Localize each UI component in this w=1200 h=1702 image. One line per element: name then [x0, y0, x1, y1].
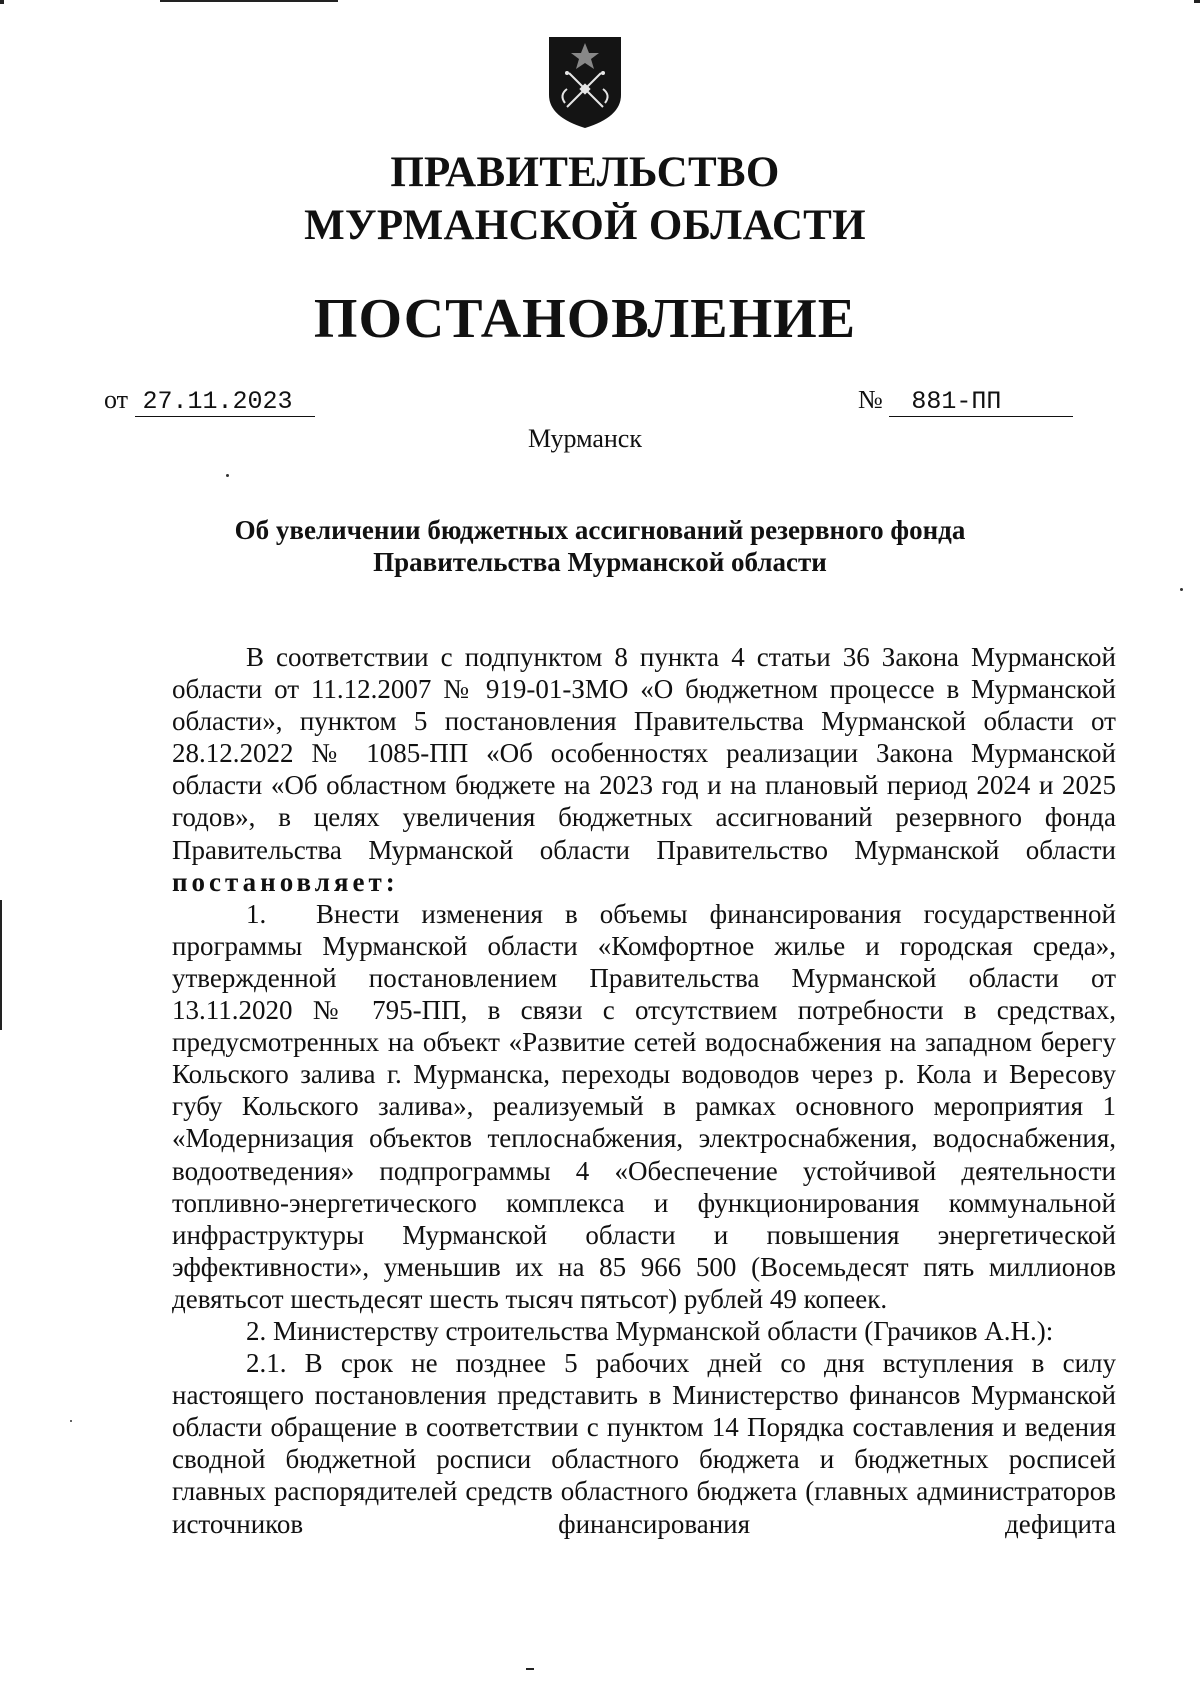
document-city: Мурманск	[528, 424, 642, 453]
scan-speck	[1180, 588, 1183, 591]
scan-edge-mark	[160, 0, 338, 2]
page-footer-mark	[526, 1668, 534, 1670]
government-name-line1: ПРАВИТЕЛЬСТВО	[390, 149, 780, 196]
document-date: 27.11.2023	[135, 388, 315, 417]
scan-edge-mark	[0, 0, 4, 4]
item-1-paragraph	[172, 898, 1116, 1315]
item-1-number: 1.	[246, 898, 267, 929]
scan-speck	[70, 1420, 72, 1422]
document-date-field	[104, 385, 315, 417]
government-name-line2: МУРМАНСКОЙ ОБЛАСТИ	[304, 202, 866, 249]
preamble-text: В соответствии с подпунктом 8 пункта 4 статьи 36 Закона Мурманской области от 11.12.2007 № 919-01-ЗМО «О бюджетном процессе в Мурманской области», пунктом 5 постановления Правительства Мурманской области от 28.12.2022 № 1085-ПП «Об особенностях реализации Закона Мурманской области «Об областном бюджете на 2023 год и на плановый период 2024 и 2025 годов», в целях увеличения бюджетных ассигнований резервного фонда Правительства Мурманской области Правительство Мурманской области	[172, 642, 1116, 865]
scan-edge-mark	[1194, 0, 1200, 3]
document-number-field	[858, 385, 1073, 417]
preamble-paragraph	[172, 641, 1116, 898]
date-prefix: от	[104, 385, 129, 414]
coat-of-arms-icon	[545, 33, 625, 131]
scan-edge-mark	[0, 900, 2, 1030]
item-1-text: Внести изменения в объемы финансирования государственной программы Мурманской области «Комфортное жилье и городская среда», утвержденной постановлением Правительства Мурманской области от 13.11.2020 № 795-ПП, в связи с отсутствием потребности в средствах, предусмотренных на объект «Развитие сетей водоснабжения на западном берегу Кольского залива г. Мурманска, переходы водоводов через р. Кола и Вересову губу Кольского залива», реализуемый в рамках основного мероприятия 1 «Модернизация объектов теплоснабжения, электроснабжения, водоснабжения, водоотведения» подпрограммы 4 «Обеспечение устойчивой деятельности топливно-энергетического комплекса и функционирования коммунальной инфраструктуры Мурманской области и повышения энергетической эффективности», уменьшив их на 85 966 500 (Восемьдесят пять миллионов девятьсот шестьдесят шесть тысяч пятьсот) рублей 49 копеек.	[172, 898, 1116, 1314]
scan-speck	[226, 474, 229, 477]
document-number: 881-ПП	[889, 388, 1073, 417]
document-body	[172, 641, 1116, 1540]
subject-line2: Правительства Мурманской области	[373, 547, 827, 577]
item-2-paragraph: 2. Министерству строительства Мурманской области (Грачиков А.Н.):	[246, 1315, 1054, 1346]
item-2-1-paragraph: 2.1. В срок не позднее 5 рабочих дней со дня вступления в силу настоящего постановления представить в Министерство финансов Мурманской области обращение в соответствии с пунктом 14 Порядка составления и ведения сводной бюджетной росписи областного бюджета и бюджетных росписей главных распорядителей средств областного бюджета (главных администраторов источников финансирования дефицита	[172, 1348, 1116, 1539]
decree-word: постановляет:	[172, 866, 399, 897]
number-prefix: №	[858, 385, 883, 414]
document-type-title: ПОСТАНОВЛЕНИЕ	[313, 288, 857, 350]
subject-line1: Об увеличении бюджетных ассигнований резервного фонда	[234, 515, 966, 545]
document-subject	[160, 514, 1040, 578]
